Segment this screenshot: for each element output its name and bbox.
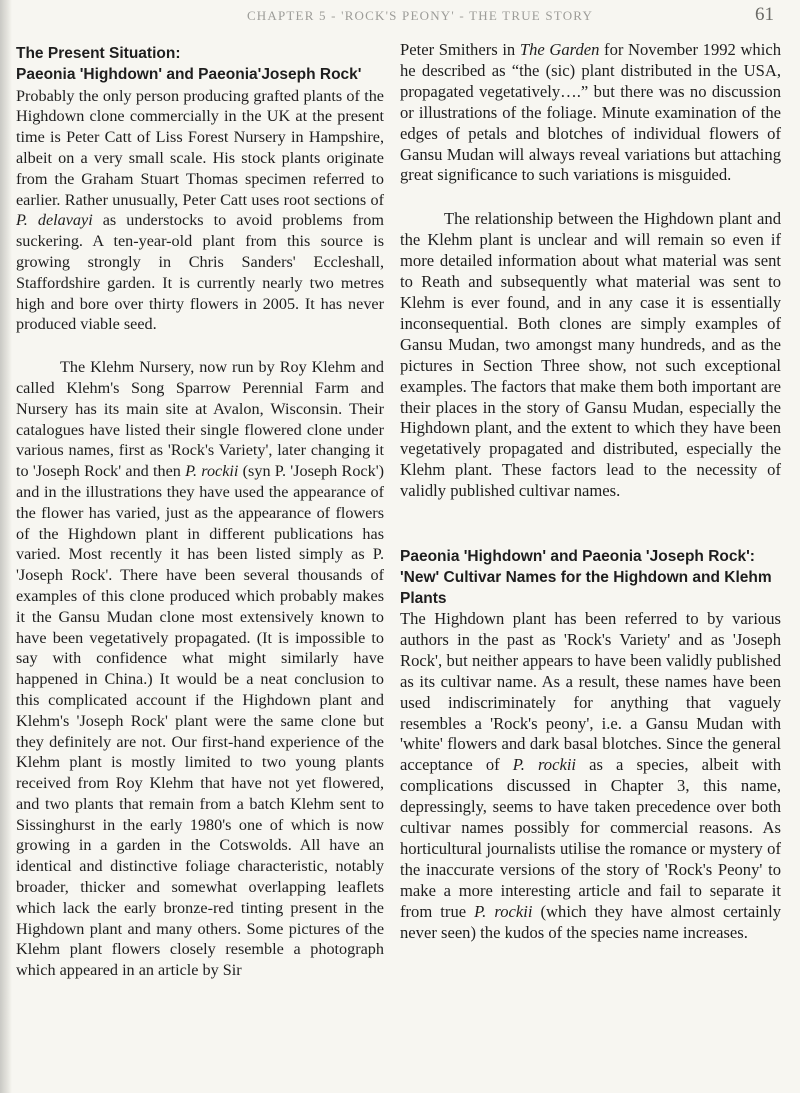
section-subheading: Paeonia 'Highdown' and Paeonia'Joseph Rock' bbox=[16, 65, 362, 83]
paragraph-klehm-nursery: The Klehm Nursery, now run by Roy Klehm and called Klehm's Song Sparrow Perennial Farm and Nursery has its main site at Avalon, Wisconsin. Their catalogues have listed their single flowered clone under various names, first as 'Rock's Variety', later changing it to 'Joseph Rock' and then P. rockii (syn P. 'Joseph Rock') and in the illustrations they have used the appearance of the flower has varied, just as the appearance of flowers of the Highdown plant in different publications has varied. Most recently it has been listed simply as P. 'Joseph Rock'. There have been several thousands of examples of this clone produced which probably makes it the Gansu Mudan clone most extensively known to have been vegetatively propagated. (It is impossible to say with confidence what might similarly have happened in China.) It would be a neat conclusion to this complicated account if the Highdown plant and Klehm's 'Joseph Rock' plant were the same clone but they definitely are not. Our first-hand experience of the Klehm plant is mostly limited to two young plants received from Roy Klehm that have not yet flowered, and two plants that remain from a batch Klehm sent to Sissinghurst in the early 1980's one of which is now growing in a garden in the Cotswolds. All have an identical and distinctive foliage characteristic, notably broader, thicker and somewhat overlapping leaflets which lack the early bronze-red tinting present in the Highdown plant and many others. Some pictures of the Klehm plant flowers closely resemble a photograph which appeared in an article by Sir bbox=[16, 358, 385, 980]
right-column bbox=[400, 40, 781, 944]
page-spine-shadow bbox=[0, 0, 12, 1093]
running-head: CHAPTER 5 - 'ROCK'S PEONY' - THE TRUE STORY bbox=[246, 8, 594, 23]
section-heading-cultivar-names: Paeonia 'Highdown' and Paeonia 'Joseph Rock': 'New' Cultivar Names for the Highdown and Klehm Plants bbox=[400, 548, 772, 608]
paragraph-smithers-continued: Peter Smithers in The Garden for November 1992 which he described as “the (sic) plant distributed in the USA, propagated vegetatively….” but there was no discussion or illustrations of the foliage. Minute examination of the edges of petals and blotches of individual flowers of Gansu Mudan will always reveal variations but attaching great significance to such variations is misguided. bbox=[400, 40, 782, 185]
paragraph-catt-nursery: Probably the only person producing grafted plants of the Highdown clone commercially in the UK at the present time is Peter Catt of Liss Forest Nursery in Hampshire, albeit on a very small scale. His stock plants originate from the Graham Stuart Thomas specimen referred to earlier. Rather unusually, Peter Catt uses root sections of P. delavayi as understocks to avoid problems from suckering. A ten-year-old plant from this source is growing strongly in Chris Sanders' Eccleshall, Staffordshire garden. It is currently nearly two metres high and bore over thirty flowers in 2005. It has never produced viable seed. bbox=[16, 86, 384, 334]
left-column bbox=[16, 44, 384, 981]
page-number: 61 bbox=[755, 4, 774, 25]
paragraph-relationship: The relationship between the Highdown plant and the Klehm plant is unclear and will remain so even if more detailed information about what material was sent to Reath and subsequently what material was sent to Klehm is ever found, and in any case it is essentially inconsequential. Both clones are simply examples of Gansu Mudan, two amongst many hundreds, and as the pictures in Section Three show, not such exceptional examples. The factors that make them both important are their places in the story of Gansu Mudan, especially the Highdown plant, and the extent to which they have been vegetatively propagated and distributed, especially the Klehm plant. These factors lead to the necessity of validly published cultivar names. bbox=[400, 209, 781, 501]
paragraph-cultivar-names: The Highdown plant has been referred to by various authors in the past as 'Rock's Variety' and as 'Joseph Rock', but neither appears to have been validly published as its cultivar name. As a result, these names have been used indiscriminately for anything that vaguely resembles a 'Rock's peony', i.e. a Gansu Mudan with 'white' flowers and dark basal blotches. Since the general acceptance of P. rockii as a species, albeit with complications discussed in Chapter 3, this name, depressingly, seems to have taken precedence over both cultivar names possibly for commercial reasons. As horticultural journalists utilise the romance or mystery of the inaccurate versions of the story of 'Rock's Peony' to make a more interesting article and fail to separate it from true P. rockii (which they have almost certainly never seen) the kudos of the species name increases. bbox=[400, 609, 782, 942]
section-heading: The Present Situation: bbox=[16, 45, 181, 62]
